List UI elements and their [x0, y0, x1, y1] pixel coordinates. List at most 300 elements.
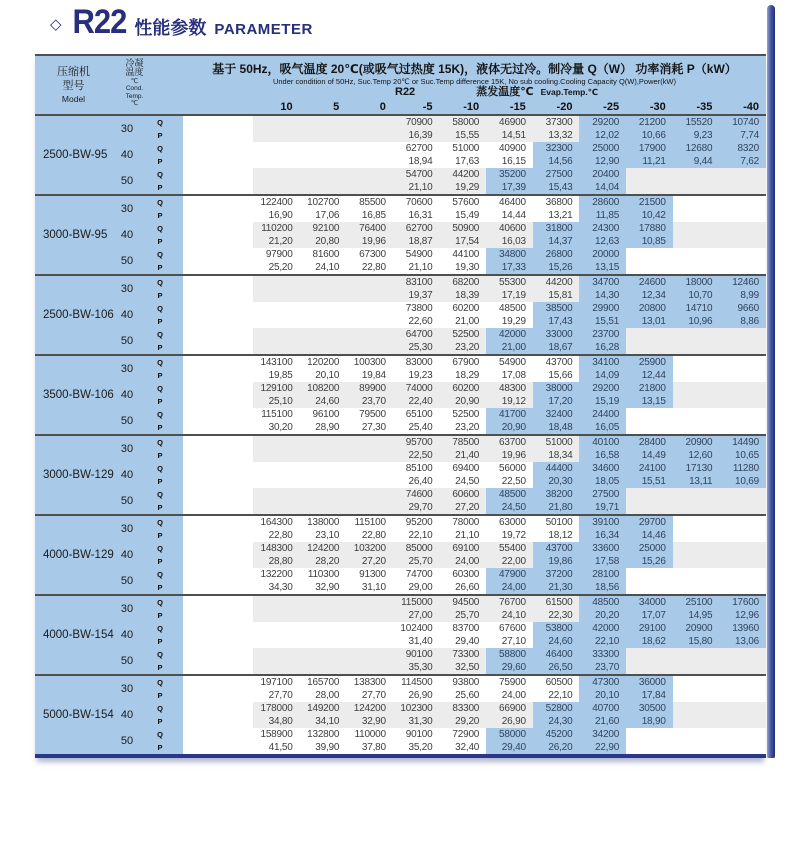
- model-block: [35, 674, 766, 754]
- power-cell: 16,28: [579, 341, 626, 354]
- capacity-cell: 29200: [579, 382, 626, 395]
- power-cell: [626, 661, 673, 674]
- evap-col-header: -25: [603, 101, 620, 113]
- capacity-row: [253, 622, 766, 635]
- capacity-cell: 29700: [626, 516, 673, 529]
- power-cell: 15,19: [579, 395, 626, 408]
- power-cell: 27,20: [361, 556, 386, 567]
- power-cell: [346, 289, 393, 302]
- power-cell: 19,71: [579, 501, 626, 514]
- capacity-cell: 53800: [533, 622, 580, 635]
- capacity-cell: 12460: [719, 276, 766, 289]
- capacity-cell: 37300: [545, 117, 573, 128]
- model-block: [35, 116, 766, 194]
- power-cell: 17,58: [579, 555, 626, 568]
- power-cell: 11,21: [626, 155, 673, 168]
- power-cell: [346, 501, 393, 514]
- capacity-cell: [253, 302, 300, 315]
- power-cell: 25,70: [408, 556, 433, 567]
- power-cell: [300, 289, 347, 302]
- power-cell: [253, 609, 300, 622]
- capacity-cell: [673, 196, 720, 209]
- power-cell: 17,19: [501, 290, 526, 301]
- power-row-label: P: [157, 371, 163, 380]
- capacity-cell: 24300: [579, 222, 626, 235]
- power-cell: 14,56: [533, 155, 580, 168]
- cond-temp-value: 50: [120, 575, 134, 587]
- power-cell: 27,30: [361, 422, 386, 433]
- capacity-row-label: Q: [157, 358, 163, 367]
- capacity-cell: 57600: [452, 197, 480, 208]
- capacity-cell: 70600: [405, 197, 433, 208]
- capacity-cell: 25900: [626, 356, 673, 369]
- power-row-label: P: [157, 691, 163, 700]
- power-cell: 28,00: [315, 690, 340, 701]
- power-cell: 18,56: [579, 581, 626, 594]
- capacity-cell: [253, 436, 300, 449]
- power-cell: 16,58: [579, 449, 626, 462]
- title-english: PARAMETER: [214, 21, 313, 38]
- power-cell: 10,85: [626, 235, 673, 248]
- capacity-cell: [300, 462, 347, 475]
- model-header-cn1: 压缩机: [57, 66, 90, 79]
- power-row-label: P: [157, 557, 163, 566]
- capacity-cell: 143100: [260, 357, 293, 368]
- power-cell: 14,51: [501, 130, 526, 141]
- power-cell: 41,50: [268, 742, 293, 753]
- capacity-cell: [719, 676, 766, 689]
- power-cell: [626, 741, 673, 754]
- power-cell: 18,34: [548, 450, 573, 461]
- power-cell: 10,96: [673, 315, 720, 328]
- capacity-cell: [673, 222, 720, 235]
- capacity-cell: 40900: [499, 143, 526, 154]
- model-name: 3000-BW-129: [43, 469, 114, 481]
- capacity-cell: [300, 622, 347, 635]
- capacity-cell: [673, 488, 720, 501]
- cond-temp-value: 50: [120, 735, 134, 747]
- power-cell: 17,20: [533, 395, 580, 408]
- capacity-cell: 138000: [307, 517, 340, 528]
- cond-temp-value: 40: [120, 629, 134, 641]
- capacity-cell: 85500: [359, 197, 386, 208]
- capacity-cell: 103200: [353, 543, 386, 554]
- power-cell: 18,62: [626, 635, 673, 648]
- power-cell: 34,10: [315, 716, 340, 727]
- capacity-cell: 17130: [673, 462, 720, 475]
- capacity-cell: 110000: [354, 729, 386, 740]
- power-cell: 21,10: [455, 530, 480, 541]
- power-row: [253, 181, 766, 194]
- power-cell: [673, 715, 720, 728]
- power-cell: 24,60: [533, 635, 580, 648]
- capacity-cell: 14710: [673, 302, 720, 315]
- capacity-row-label: Q: [157, 704, 163, 713]
- power-cell: [673, 341, 720, 354]
- capacity-cell: 20900: [673, 436, 720, 449]
- power-cell: 12,60: [673, 449, 720, 462]
- capacity-row: [253, 676, 766, 689]
- power-cell: 11,85: [579, 209, 626, 222]
- power-cell: [253, 315, 300, 328]
- capacity-cell: 67900: [452, 357, 480, 368]
- capacity-cell: 95700: [405, 437, 433, 448]
- capacity-row: [253, 168, 766, 181]
- power-row: [253, 661, 766, 674]
- power-cell: 28,20: [315, 556, 340, 567]
- cond-temp-value: 50: [120, 655, 134, 667]
- capacity-cell: 54700: [405, 169, 433, 180]
- capacity-cell: 25000: [579, 142, 626, 155]
- power-row: [253, 501, 766, 514]
- power-cell: 15,49: [455, 210, 480, 221]
- power-cell: 25,30: [408, 342, 433, 353]
- capacity-cell: 54900: [499, 357, 526, 368]
- capacity-cell: 23700: [579, 328, 626, 341]
- power-cell: [300, 181, 347, 194]
- capacity-row-label: Q: [157, 730, 163, 739]
- power-cell: [719, 741, 766, 754]
- capacity-cell: 12680: [673, 142, 720, 155]
- power-row: [253, 315, 766, 328]
- capacity-cell: 60200: [452, 303, 480, 314]
- model-header-cn2: 型号: [62, 80, 85, 93]
- capacity-row: [253, 516, 766, 529]
- power-cell: 16,85: [361, 210, 386, 221]
- power-cell: 18,87: [408, 236, 433, 247]
- power-cell: 8,86: [719, 315, 766, 328]
- power-cell: 22,50: [408, 450, 433, 461]
- capacity-cell: [253, 488, 300, 501]
- power-cell: 10,69: [719, 475, 766, 488]
- power-cell: 27,70: [268, 690, 293, 701]
- cond-temp-value: 40: [120, 229, 134, 241]
- power-cell: [346, 315, 393, 328]
- power-cell: 24,10: [315, 262, 340, 273]
- power-cell: 13,15: [579, 261, 626, 274]
- capacity-cell: [719, 488, 766, 501]
- capacity-cell: [673, 382, 720, 395]
- capacity-cell: 24400: [579, 408, 626, 421]
- capacity-cell: [346, 648, 393, 661]
- capacity-cell: 115000: [401, 597, 433, 608]
- power-cell: 21,10: [408, 182, 433, 193]
- capacity-cell: [300, 328, 347, 341]
- capacity-cell: 40100: [579, 436, 626, 449]
- capacity-cell: 122400: [260, 197, 293, 208]
- capacity-row: [253, 488, 766, 501]
- capacity-cell: [719, 382, 766, 395]
- power-cell: 14,95: [673, 609, 720, 622]
- power-row: [253, 555, 766, 568]
- capacity-row-label: Q: [157, 224, 163, 233]
- capacity-cell: 43700: [545, 357, 573, 368]
- capacity-cell: 44100: [452, 249, 480, 260]
- capacity-row: [253, 356, 766, 369]
- capacity-cell: [719, 568, 766, 581]
- power-row-label: P: [157, 211, 163, 220]
- capacity-cell: [626, 728, 673, 741]
- evap-col-header: 5: [333, 101, 340, 113]
- power-row: [253, 609, 766, 622]
- capacity-cell: 94500: [452, 597, 480, 608]
- capacity-cell: 85000: [405, 543, 433, 554]
- capacity-cell: 114500: [401, 677, 433, 688]
- power-cell: 24,50: [455, 476, 480, 487]
- power-cell: 32,90: [315, 582, 340, 593]
- capacity-cell: 74700: [405, 569, 433, 580]
- capacity-row: [253, 648, 766, 661]
- capacity-cell: [673, 728, 720, 741]
- power-row: [253, 741, 766, 754]
- capacity-cell: [300, 436, 347, 449]
- capacity-row-label: Q: [157, 170, 163, 179]
- power-cell: 24,30: [533, 715, 580, 728]
- capacity-cell: 20400: [579, 168, 626, 181]
- power-cell: 10,66: [626, 129, 673, 142]
- power-cell: 35,30: [408, 662, 433, 673]
- power-cell: 12,34: [626, 289, 673, 302]
- evap-col-header: 10: [280, 101, 293, 113]
- capacity-cell: 148300: [260, 543, 293, 554]
- model-name: 3000-BW-95: [43, 229, 108, 241]
- power-cell: 34,30: [268, 582, 293, 593]
- capacity-cell: 70900: [405, 117, 433, 128]
- power-cell: [719, 181, 766, 194]
- capacity-cell: 197100: [260, 677, 293, 688]
- power-row-label: P: [157, 397, 163, 406]
- capacity-cell: 48500: [499, 303, 526, 314]
- capacity-row: [253, 276, 766, 289]
- capacity-cell: [346, 328, 393, 341]
- power-cell: [673, 261, 720, 274]
- power-cell: 22,50: [501, 476, 526, 487]
- power-cell: 17,06: [315, 210, 340, 221]
- power-row: [253, 209, 766, 222]
- power-cell: 13,21: [548, 210, 573, 221]
- capacity-cell: 115100: [261, 409, 293, 420]
- power-cell: 22,10: [408, 530, 433, 541]
- power-row-label: P: [157, 131, 163, 140]
- power-row-label: P: [157, 663, 163, 672]
- power-cell: [673, 235, 720, 248]
- capacity-cell: 18000: [673, 276, 720, 289]
- power-cell: [673, 689, 720, 702]
- capacity-cell: 68200: [452, 277, 480, 288]
- power-cell: [253, 661, 300, 674]
- power-cell: 21,20: [268, 236, 293, 247]
- power-cell: 15,51: [626, 475, 673, 488]
- power-cell: 16,31: [408, 210, 433, 221]
- capacity-cell: 32300: [533, 142, 580, 155]
- power-cell: [300, 609, 347, 622]
- cond-header-cn1: 冷凝: [125, 58, 144, 68]
- power-row-label: P: [157, 157, 163, 166]
- power-cell: 14,46: [626, 529, 673, 542]
- power-cell: 37,80: [361, 742, 386, 753]
- page-title: [50, 1, 313, 42]
- power-cell: 20,10: [579, 689, 626, 702]
- power-cell: 14,44: [501, 210, 526, 221]
- power-cell: 18,05: [579, 475, 626, 488]
- capacity-cell: 29900: [579, 302, 626, 315]
- power-cell: [719, 689, 766, 702]
- capacity-cell: 10740: [719, 116, 766, 129]
- model-block: [35, 274, 766, 354]
- power-cell: 22,80: [268, 530, 293, 541]
- power-cell: 12,96: [719, 609, 766, 622]
- power-cell: 16,15: [501, 156, 526, 167]
- power-cell: 18,39: [455, 290, 480, 301]
- capacity-cell: 67300: [359, 249, 386, 260]
- capacity-cell: [673, 356, 720, 369]
- power-row-label: P: [157, 317, 163, 326]
- table-body: [35, 116, 766, 754]
- table-header: [35, 56, 766, 116]
- capacity-row-label: Q: [157, 278, 163, 287]
- capacity-cell: 102700: [307, 197, 340, 208]
- capacity-cell: [626, 248, 673, 261]
- capacity-cell: 13960: [719, 622, 766, 635]
- cond-temp-value: 30: [120, 603, 134, 615]
- capacity-cell: [719, 168, 766, 181]
- evap-col-header: -40: [743, 101, 759, 113]
- capacity-cell: 62700: [405, 143, 433, 154]
- power-cell: [673, 395, 720, 408]
- power-cell: 25,10: [268, 396, 293, 407]
- cond-temp-value: 50: [120, 335, 134, 347]
- power-cell: [346, 635, 393, 648]
- capacity-row-label: Q: [157, 464, 163, 473]
- capacity-cell: [346, 596, 393, 609]
- capacity-row-label: Q: [157, 490, 163, 499]
- capacity-cell: 30500: [626, 702, 673, 715]
- power-row-label: P: [157, 237, 163, 246]
- capacity-cell: 158900: [260, 729, 293, 740]
- power-cell: 25,60: [455, 690, 480, 701]
- title-refrigerant: R22: [72, 1, 127, 41]
- capacity-cell: [300, 276, 347, 289]
- capacity-cell: 27500: [533, 168, 580, 181]
- model-name: 5000-BW-154: [43, 709, 114, 721]
- capacity-cell: [719, 648, 766, 661]
- capacity-cell: 38200: [533, 488, 580, 501]
- model-column-header: [35, 56, 112, 114]
- capacity-cell: [626, 568, 673, 581]
- power-cell: 25,20: [268, 262, 293, 273]
- capacity-cell: 83100: [405, 277, 433, 288]
- capacity-cell: 28600: [579, 196, 626, 209]
- capacity-row-label: Q: [157, 144, 163, 153]
- power-cell: 13,06: [719, 635, 766, 648]
- power-cell: 22,90: [579, 741, 626, 754]
- capacity-cell: [719, 248, 766, 261]
- capacity-cell: 110200: [261, 223, 293, 234]
- power-cell: 18,12: [548, 530, 573, 541]
- capacity-cell: 78000: [452, 517, 480, 528]
- power-row-label: P: [157, 743, 163, 752]
- capacity-row-label: Q: [157, 384, 163, 393]
- power-cell: [346, 475, 393, 488]
- capacity-cell: [346, 302, 393, 315]
- model-name: 4000-BW-129: [43, 549, 114, 561]
- power-cell: 9,23: [673, 129, 720, 142]
- capacity-cell: 46400: [533, 648, 580, 661]
- capacity-cell: [253, 168, 300, 181]
- capacity-cell: 95200: [405, 517, 433, 528]
- capacity-cell: [300, 648, 347, 661]
- capacity-cell: 25000: [626, 542, 673, 555]
- capacity-cell: 34100: [579, 356, 626, 369]
- power-cell: 29,20: [455, 716, 480, 727]
- model-block: [35, 434, 766, 514]
- capacity-cell: 20900: [673, 622, 720, 635]
- power-cell: 16,05: [579, 421, 626, 434]
- power-cell: 22,10: [548, 690, 573, 701]
- diamond-icon: ◇: [50, 16, 62, 33]
- capacity-cell: 48500: [486, 488, 533, 501]
- capacity-cell: [626, 648, 673, 661]
- power-cell: 19,96: [361, 236, 386, 247]
- capacity-cell: 11280: [719, 462, 766, 475]
- capacity-row: [253, 542, 766, 555]
- power-cell: 29,40: [455, 636, 480, 647]
- capacity-cell: 46900: [499, 117, 526, 128]
- capacity-cell: 90100: [405, 729, 433, 740]
- capacity-cell: [346, 276, 393, 289]
- capacity-cell: 60200: [452, 383, 480, 394]
- capacity-cell: [673, 516, 720, 529]
- capacity-cell: 20800: [626, 302, 673, 315]
- power-row-label: P: [157, 637, 163, 646]
- power-row-label: P: [157, 263, 163, 272]
- power-cell: [300, 475, 347, 488]
- power-cell: [346, 449, 393, 462]
- power-cell: [719, 209, 766, 222]
- power-row: [253, 261, 766, 274]
- capacity-row-label: Q: [157, 118, 163, 127]
- power-cell: [346, 181, 393, 194]
- power-row: [253, 449, 766, 462]
- capacity-cell: 29100: [626, 622, 673, 635]
- capacity-cell: 75900: [499, 677, 526, 688]
- power-cell: [673, 421, 720, 434]
- model-block: [35, 594, 766, 674]
- power-row: [253, 369, 766, 382]
- capacity-cell: 33600: [579, 542, 626, 555]
- capacity-cell: 69400: [452, 463, 480, 474]
- evap-col-header: -30: [649, 101, 666, 113]
- capacity-cell: 42000: [486, 328, 533, 341]
- capacity-cell: 124200: [307, 543, 340, 554]
- capacity-cell: 50900: [452, 223, 480, 234]
- power-cell: [626, 421, 673, 434]
- capacity-cell: [346, 622, 393, 635]
- power-cell: [253, 155, 300, 168]
- power-cell: 20,90: [455, 396, 480, 407]
- power-cell: 18,48: [533, 421, 580, 434]
- capacity-cell: 102300: [400, 703, 433, 714]
- capacity-cell: 25100: [673, 596, 720, 609]
- power-cell: 26,90: [408, 690, 433, 701]
- power-cell: [300, 315, 347, 328]
- capacity-cell: 64700: [405, 329, 433, 340]
- cond-temp-value: 40: [120, 389, 134, 401]
- capacity-cell: 100300: [353, 357, 386, 368]
- power-cell: 19,29: [501, 316, 526, 327]
- capacity-cell: 93800: [452, 677, 480, 688]
- power-row: [253, 289, 766, 302]
